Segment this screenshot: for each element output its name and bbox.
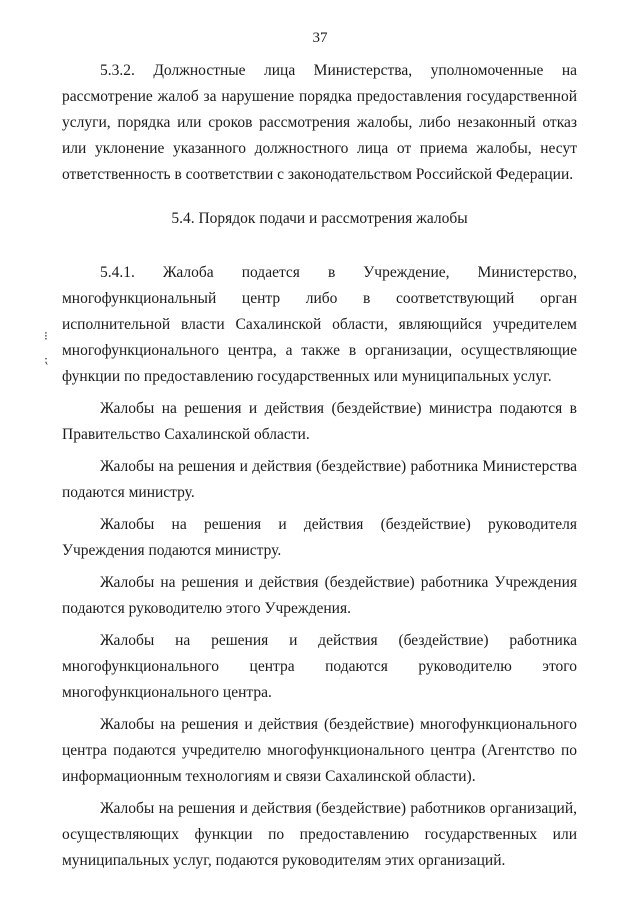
paragraph-5-3-2: 5.3.2. Должностные лица Министерства, уполномоченные на рассмотрение жалоб за нарушение порядка предоставления государственной услуги, порядка или сроков рассмотрения жалобы, либо незаконный отказ или уклонение указанного должностного лица от приема жалобы, несут ответственность в соответствии с законодательством Российской Федерации. (62, 62, 577, 183)
paragraph-5-4-1: 5.4.1. Жалоба подается в Учреждение, Министерство, многофункциональный центр либо в соответствующий орган исполнительной власти Сахалинской области, являющийся учредителем многофункционального центра, а также в организации, осуществляющие функции по предоставлению государственных или муниципальных услуг. (62, 264, 577, 385)
paragraph-mfc: Жалобы на решения и действия (бездействие) многофункционального центра подаются учредителю многофункционального центра (Агентство по информационным технологиям и связи Сахалинской области). (62, 716, 577, 785)
paragraph-ministry-worker: Жалобы на решения и действия (бездействие) работника Министерства подаются министру. (62, 458, 577, 501)
paragraph-institution-worker: Жалобы на решения и действия (бездействие) работника Учреждения подаются руководителю этого Учреждения. (62, 574, 577, 617)
document-body (62, 58, 577, 880)
paragraph-minister: Жалобы на решения и действия (бездействие) министра подаются в Правительство Сахалинской области. (62, 400, 577, 443)
section-heading-5-4: 5.4. Порядок подачи и рассмотрения жалобы (171, 210, 468, 227)
scan-mark: ⁝ (44, 329, 48, 343)
paragraph-mfc-worker: Жалобы на решения и действия (бездействие) работника многофункционального центра подаются руководителю этого многофункционального центра. (62, 632, 577, 701)
scan-mark: ⁏ (44, 352, 49, 366)
paragraph-institution-head: Жалобы на решения и действия (бездействие) руководителя Учреждения подаются министру. (62, 516, 577, 559)
paragraph-organizations: Жалобы на решения и действия (бездействие) работников организаций, осуществляющих функции по предоставлению государственных или муниципальных услуг, подаются руководителям этих организаций. (62, 800, 577, 869)
page-number: 37 (312, 30, 328, 46)
